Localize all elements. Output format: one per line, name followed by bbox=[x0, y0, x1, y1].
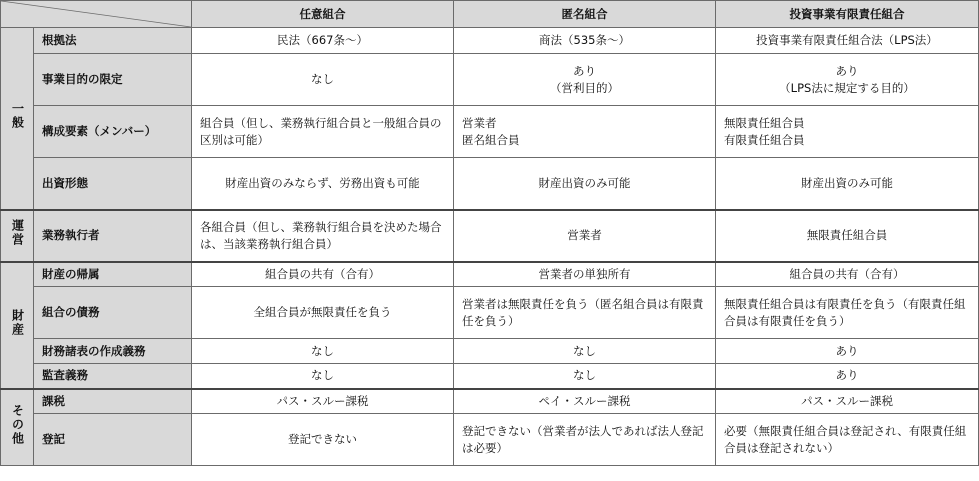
group-label bbox=[1, 389, 34, 466]
column-header: 匿名組合 bbox=[454, 1, 716, 28]
row-header: 根拠法 bbox=[34, 28, 192, 54]
table-cell: 無限責任組合員 bbox=[716, 210, 979, 262]
row-header: 構成要素（メンバー） bbox=[34, 106, 192, 158]
row-header: 事業目的の限定 bbox=[34, 54, 192, 106]
table-row bbox=[1, 414, 979, 466]
row-header: 登記 bbox=[34, 414, 192, 466]
table-cell: 組合員の共有（合有） bbox=[192, 262, 454, 287]
table-cell: 投資事業有限責任組合法（LPS法） bbox=[716, 28, 979, 54]
table-row bbox=[1, 158, 979, 210]
table-row bbox=[1, 54, 979, 106]
table-cell: 組合員の共有（合有） bbox=[716, 262, 979, 287]
diagonal-line bbox=[1, 1, 191, 27]
column-header: 投資事業有限責任組合 bbox=[716, 1, 979, 28]
group-label bbox=[1, 28, 34, 210]
table-row bbox=[1, 287, 979, 339]
table-row bbox=[1, 262, 979, 287]
table-cell: 無限責任組合員は有限責任を負う（有限責任組合員は有限責任を負う） bbox=[716, 287, 979, 339]
table-cell: パス・スルー課税 bbox=[192, 389, 454, 414]
table-cell: なし bbox=[454, 339, 716, 364]
table-cell: 財産出資のみ可能 bbox=[716, 158, 979, 210]
table-cell: 各組合員（但し、業務執行組合員を決めた場合は、当該業務執行組合員） bbox=[192, 210, 454, 262]
row-header: 監査義務 bbox=[34, 364, 192, 389]
row-header: 組合の債務 bbox=[34, 287, 192, 339]
table-cell: 財産出資のみならず、労務出資も可能 bbox=[192, 158, 454, 210]
table-cell: なし bbox=[454, 364, 716, 389]
table-cell: 登記できない（営業者が法人であれば法人登記は必要） bbox=[454, 414, 716, 466]
table-cell: 組合員（但し、業務執行組合員と一般組合員の区別は可能） bbox=[192, 106, 454, 158]
table-cell: 営業者は無限責任を負う（匿名組合員は有限責任を負う） bbox=[454, 287, 716, 339]
table-cell: 全組合員が無限責任を負う bbox=[192, 287, 454, 339]
table-cell: 無限責任組合員 有限責任組合員 bbox=[716, 106, 979, 158]
table-row bbox=[1, 28, 979, 54]
table-cell: 必要（無限責任組合員は登記され、有限責任組合員は登記されない） bbox=[716, 414, 979, 466]
table-cell: 民法（667条～） bbox=[192, 28, 454, 54]
row-header: 課税 bbox=[34, 389, 192, 414]
row-header: 財産の帰属 bbox=[34, 262, 192, 287]
column-header: 任意組合 bbox=[192, 1, 454, 28]
row-header: 出資形態 bbox=[34, 158, 192, 210]
table-cell: 登記できない bbox=[192, 414, 454, 466]
table-cell: あり （LPS法に規定する目的） bbox=[716, 54, 979, 106]
table-cell: なし bbox=[192, 364, 454, 389]
table-cell: なし bbox=[192, 339, 454, 364]
table-cell: ペイ・スルー課税 bbox=[454, 389, 716, 414]
row-header: 業務執行者 bbox=[34, 210, 192, 262]
table-cell: あり bbox=[716, 339, 979, 364]
table-cell: パス・スルー課税 bbox=[716, 389, 979, 414]
table-cell: 営業者 匿名組合員 bbox=[454, 106, 716, 158]
row-header: 財務諸表の作成義務 bbox=[34, 339, 192, 364]
table-row bbox=[1, 364, 979, 389]
table-cell: あり （営利目的） bbox=[454, 54, 716, 106]
table-cell: 営業者 bbox=[454, 210, 716, 262]
group-label-text: 運営 bbox=[10, 219, 25, 247]
table-cell: なし bbox=[192, 54, 454, 106]
group-label-text: 一般 bbox=[10, 101, 25, 130]
table-row bbox=[1, 210, 979, 262]
table-row bbox=[1, 339, 979, 364]
group-label-text: その他 bbox=[10, 403, 25, 446]
table-row bbox=[1, 389, 979, 414]
group-label bbox=[1, 210, 34, 262]
group-label bbox=[1, 262, 34, 389]
group-label-text: 財産 bbox=[10, 308, 25, 337]
table-cell: あり bbox=[716, 364, 979, 389]
table-cell: 財産出資のみ可能 bbox=[454, 158, 716, 210]
table-cell: 商法（535条～） bbox=[454, 28, 716, 54]
header-row bbox=[1, 1, 979, 28]
table-cell: 営業者の単独所有 bbox=[454, 262, 716, 287]
corner-cell bbox=[1, 1, 192, 28]
table-row bbox=[1, 106, 979, 158]
